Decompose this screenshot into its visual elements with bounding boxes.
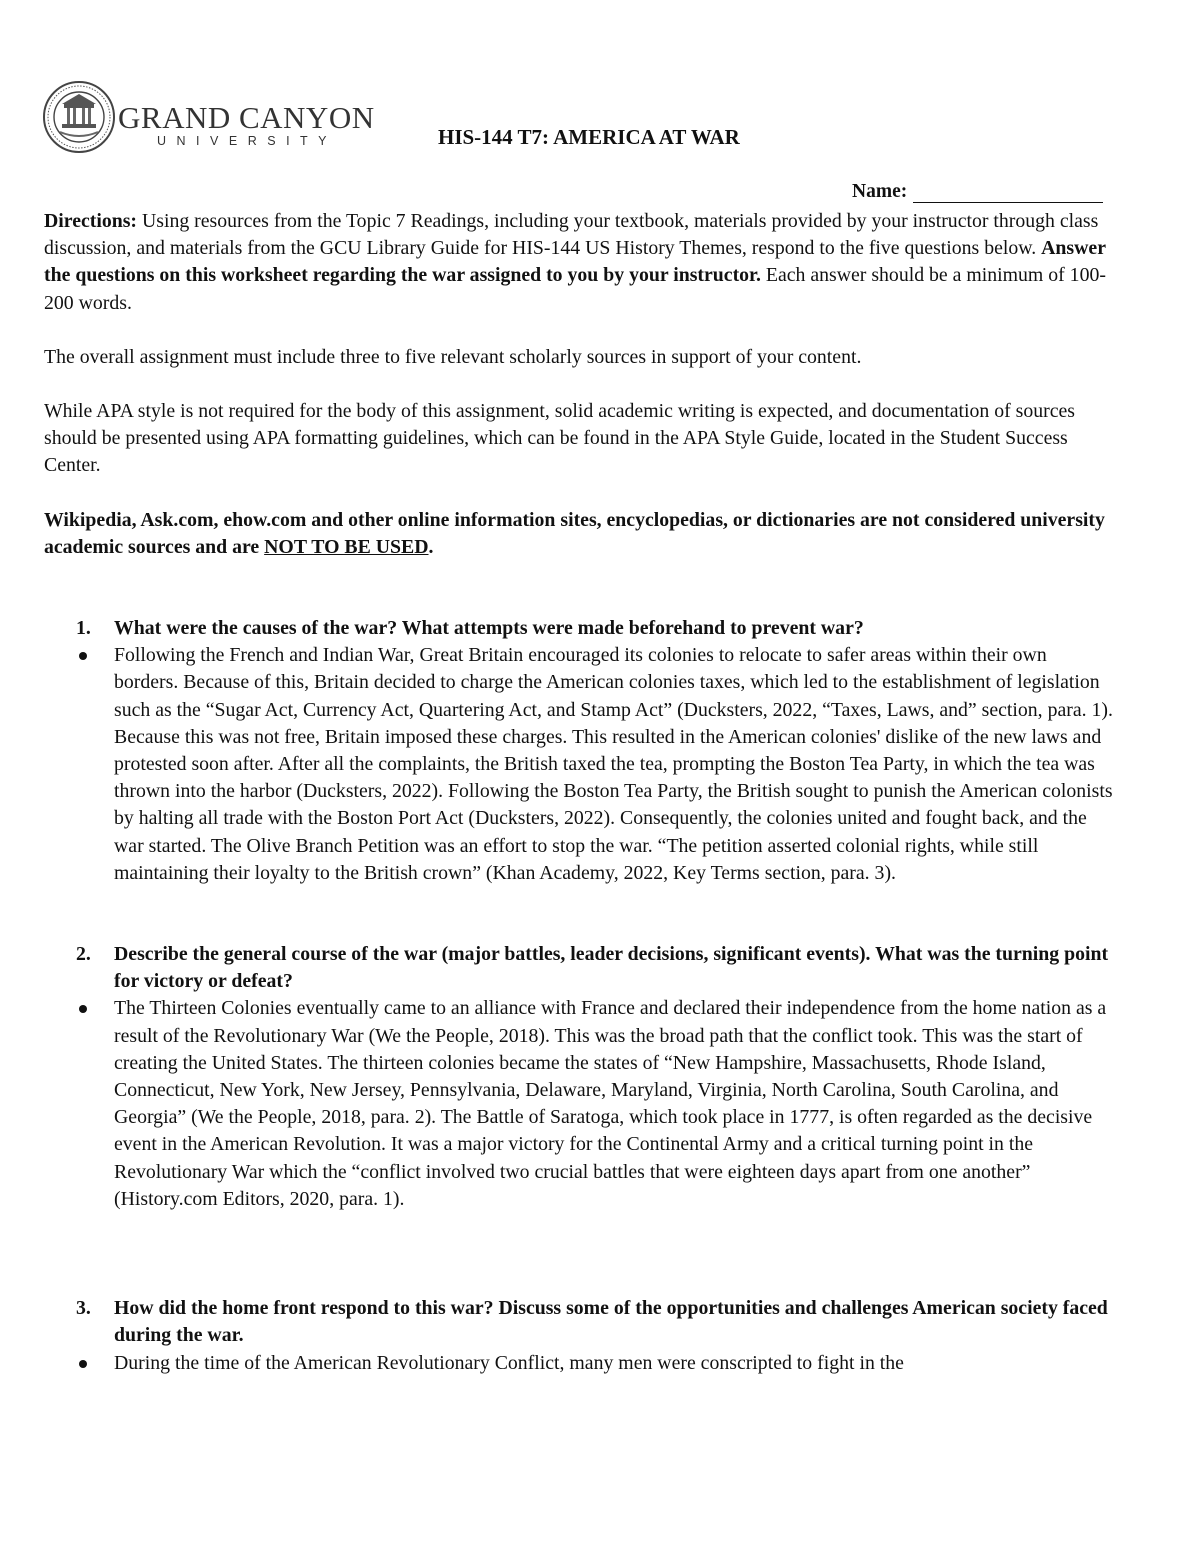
warning-text: Wikipedia, Ask.com, ehow.com and other online information sites, encyclopedias, or dictionaries are not considered university academic sources and are [44,508,1105,558]
answer-2 [44,995,1114,1213]
logo-subtitle: UNIVERSITY [157,134,338,148]
directions-bold-text: Answer the questions on this worksheet regarding the war assigned to you by your instructor. [44,237,1106,287]
directions-text-1: Using resources from the Topic 7 Readings, including your textbook, materials provided by your instructor through class discussion, and materials from the GCU Library Guide for HIS-144 US History Themes, respond to the five questions below. [44,210,1099,260]
name-label: Name: [852,181,908,202]
question-number: 1. [76,617,91,640]
spacer [44,887,1114,941]
warning-underlined: NOT TO BE USED [264,535,429,558]
question-number: 3. [76,1297,91,1320]
answer-text: The Thirteen Colonies eventually came to an alliance with France and declared their independence from the home nation as a result of the Revolutionary War (We the People, 2018). This was the broad path that the conflict took. This was the start of creating the United States. The thirteen colonies became the states of “New Hampshire, Massachusetts, Rhode Island, Connecticut, New York, New Jersey, Pennsylvania, Delaware, Maryland, Virginia, North Carolina, South Carolina, and Georgia” (We the People, 2018, para. 2). The Battle of Saratoga, which took place in 1777, is often regarded as the decisive event in the American Revolution. It was a major victory for the Continental Army and a critical turning point in the Revolutionary War which the “conflict involved two crucial battles that were eighteen days apart from one another” (History.com Editors, 2020, para. 1). [114,997,1107,1210]
sources-warning [44,507,1114,561]
question-number: 2. [76,943,91,966]
answer-3 [44,1350,1114,1377]
name-blank-line[interactable] [913,182,1103,203]
question-3 [44,1295,1114,1349]
answer-text: During the time of the American Revolutionary Conflict, many men were conscripted to fight in the [114,1351,904,1374]
answer-1 [44,642,1114,887]
question-text: How did the home front respond to this war? Discuss some of the opportunities and challenges American society faced during the war. [114,1297,1108,1347]
apa-paragraph: While APA style is not required for the body of this assignment, solid academic writing is expected, and documentation of sources should be presented using APA formatting guidelines, which can be found in the APA Style Guide, located in the Student Success Center. [44,400,1075,477]
bullet-icon [79,652,87,660]
directions-text-2: Each answer should be a minimum of 100-200 words. [44,264,1106,314]
bullet-icon [79,1360,87,1368]
page-title: HIS-144 T7: AMERICA AT WAR [438,125,740,149]
spacer [44,1213,1114,1295]
sources-paragraph: The overall assignment must include three to five relevant scholarly sources in support of your content. [44,345,862,368]
directions-paragraph [44,208,1114,317]
worksheet-content [44,208,1114,1377]
gcu-logo [42,80,375,158]
question-2 [44,941,1114,995]
logo-wordmark: GRAND CANYON [118,100,375,135]
question-1 [44,615,1114,642]
university-seal-icon [42,80,116,154]
answer-text: Following the French and Indian War, Great Britain encouraged its colonies to relocate to safer areas within their own borders. Because of this, Britain decided to charge the American colonies taxes, which led to the establishment of legislation such as the “Sugar Act, Currency Act, Quartering Act, and Stamp Act” (Ducksters, 2022, “Taxes, Laws, and” section, para. 1). Because this was not free, Britain imposed these charges. This resulted in the American colonies' dislike of the new laws and protested soon after. After all the complaints, the British taxed the tea, prompting the Boston Tea Party, in which the tea was thrown into the harbor (Ducksters, 2022). Following the Boston Tea Party, the British sought to punish the American colonists by halting all trade with the Boston Port Act (Ducksters, 2022). Consequently, the colonies united and fought back, and the war started. The Olive Branch Petition was an effort to stop the war. “The petition asserted colonial rights, while still maintaining their loyalty to the British crown” (Khan Academy, 2022, Key Terms section, para. 3). [114,644,1113,884]
bullet-icon [79,1005,87,1013]
question-text: What were the causes of the war? What attempts were made beforehand to prevent war? [114,617,864,640]
directions-label: Directions: [44,210,138,232]
question-text: Describe the general course of the war (major battles, leader decisions, significant events). What was the turning point for victory or defeat? [114,943,1109,993]
warning-end: . [428,535,434,558]
name-field [852,181,1103,203]
